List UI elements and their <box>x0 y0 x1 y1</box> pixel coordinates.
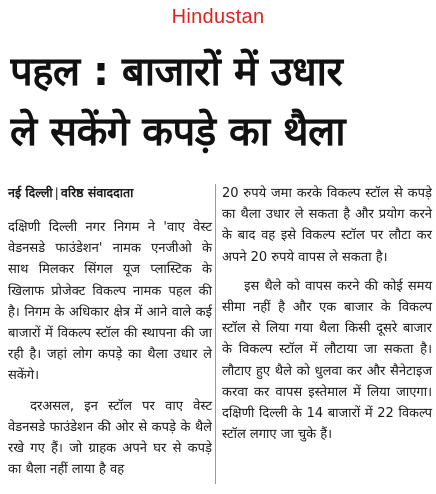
byline <box>8 184 212 207</box>
newspaper-name: Hindustan <box>171 6 265 28</box>
headline-line-1: पहल : बाजारों में उधार <box>10 49 343 95</box>
headline <box>10 42 428 162</box>
headline-line-2: ले सकेंगे कपड़े का थैला <box>10 109 346 155</box>
byline-separator: | <box>54 185 59 200</box>
article-column-left <box>8 184 212 480</box>
paragraph: दक्षिणी दिल्ली नगर निगम ने 'वाए वेस्ट वेडनसडे फाउंडेशन' नामक एनजीओ के साथ मिलकर सिंगल यूज प्लास्टिक के खिलाफ प्रोजेक्ट विकल्प नामक पहल की है। निगम के अधिकार क्षेत्र में आने वाले कई बाजारों में विकल्प स्टॉल की स्थापना की जा रही है। जहां लोग कपड़े का थैला उधार ले सकेंगे। <box>8 220 212 384</box>
paragraph: दरअसल, इन स्टॉल पर वाए वेस्ट वेडनसडे फाउंडेशन की ओर से कपड़े के थैले रखे गए हैं। जो ग्राहक अपने घर से कपड़े का थैला नहीं लाया है वह <box>8 398 212 478</box>
byline-location: नई दिल्ली <box>8 185 53 200</box>
column-divider <box>215 184 216 484</box>
paragraph: इस थैले को वापस करने की कोई समय सीमा नहीं है और एक बाजार के विकल्प स्टॉल से लिया गया थैला किसी दूसरे बाजार के विकल्प स्टॉल में लौटाया जा सकता है। लौटाए हुए थैले को धुलवा कर और सैनेटाइज करवा कर वापस इस्तेमाल में लिया जाएगा। दक्षिणी दिल्ली के 14 बाजारों में 22 विकल्प स्टॉल लगाए जा चुके हैं। <box>222 278 432 443</box>
paragraph: 20 रुपये जमा करके विकल्प स्टॉल से कपड़े का थैला उधार ले सकता है और प्रयोग करने के बाद वह इसे विकल्प स्टॉल पर लौटा कर अपने 20 रुपये वापस ले सकता है। <box>222 186 432 265</box>
byline-reporter: वरिष्ठ संवाददाता <box>60 185 134 200</box>
article-column-right <box>222 183 432 445</box>
